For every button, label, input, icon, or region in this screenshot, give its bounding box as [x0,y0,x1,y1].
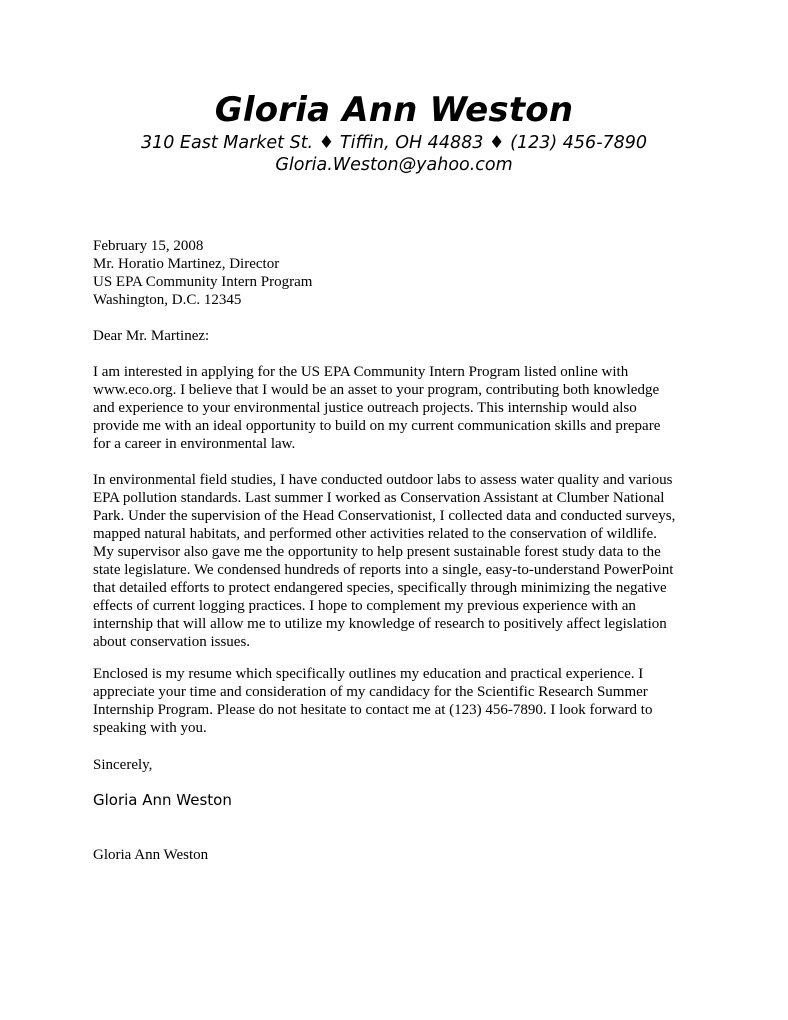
paragraph-line: My supervisor also gave me the opportunity to help present sustainable forest study data to the [93,544,661,560]
recipient-block [93,237,713,309]
paragraph-line: and experience to your environmental justice outreach projects. This internship would also [93,400,637,416]
closing: Sincerely, [93,757,153,773]
sender-address-line: 310 East Market St. ♦ Tiffin, OH 44883 ♦ (123) 456-7890 [140,133,648,153]
paragraph-line: state legislature. We condensed hundreds of reports into a single, easy-to-understand PowerPoint [93,562,674,578]
paragraph-line: Internship Program. Please do not hesitate to contact me at (123) 456-7890. I look forward to [93,702,653,718]
paragraph-line: In environmental field studies, I have conducted outdoor labs to assess water quality and various [93,472,673,488]
recipient-name-title: Mr. Horatio Martinez, Director [93,256,280,272]
paragraph-line: that detailed efforts to protect endangered species, specifically through minimizing the negative [93,580,667,596]
sender-email: Gloria.Weston@yahoo.com [275,155,513,175]
sender-name: Gloria Ann Weston [214,90,574,130]
paragraph-line: speaking with you. [93,720,207,736]
letter-date: February 15, 2008 [93,238,204,254]
paragraph-line: Enclosed is my resume which specifically outlines my education and practical experience. I [93,666,644,682]
paragraph-line: provide me with an ideal opportunity to build on my current communication skills and prepare [93,418,661,434]
paragraph-line: www.eco.org. I believe that I would be an asset to your program, contributing both knowledge [93,382,660,398]
paragraph-line: about conservation issues. [93,634,251,650]
paragraph-line: internship that will allow me to utilize my knowledge of research to positively affect legislation [93,616,667,632]
paragraph-line: Park. Under the supervision of the Head Conservationist, I collected data and conducted surveys, [93,508,676,524]
paragraph-line: for a career in environmental law. [93,436,296,452]
paragraph-1 [93,363,713,453]
paragraph-2 [93,471,713,651]
paragraph-line: EPA pollution standards. Last summer I worked as Conservation Assistant at Clumber National [93,490,665,506]
paragraph-3 [93,665,713,737]
paragraph-line: mapped natural habitats, and performed other activities related to the conservation of wildlife. [93,526,657,542]
paragraph-line: I am interested in applying for the US EPA Community Intern Program listed online with [93,364,629,380]
letterhead [0,88,788,176]
recipient-city: Washington, D.C. 12345 [93,292,242,308]
signature: Gloria Ann Weston [93,791,232,809]
salutation: Dear Mr. Martinez: [93,328,210,344]
recipient-organization: US EPA Community Intern Program [93,274,313,290]
typed-name: Gloria Ann Weston [93,847,209,863]
paragraph-line: appreciate your time and consideration of my candidacy for the Scientific Research Summer [93,684,648,700]
paragraph-line: effects of current logging practices. I hope to complement my previous experience with an [93,598,636,614]
